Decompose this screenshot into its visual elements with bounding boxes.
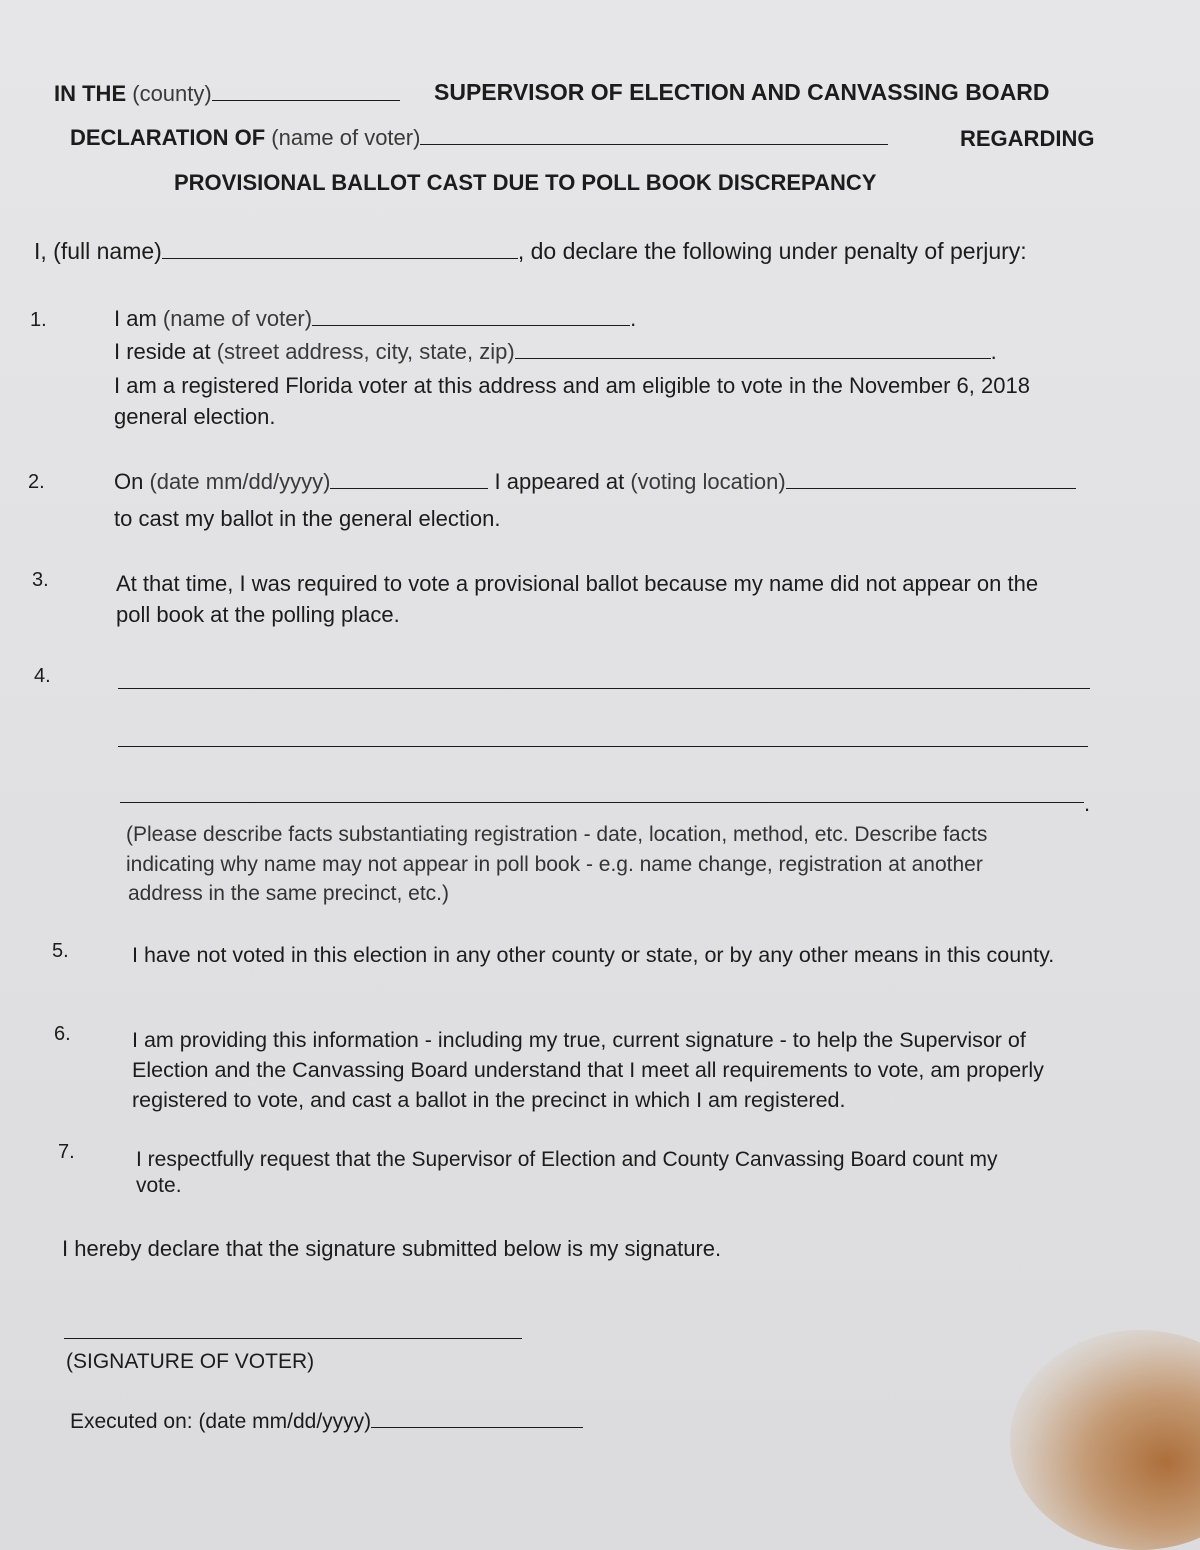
item-1-number: 1. [30, 309, 47, 331]
item-4-number: 4. [34, 665, 51, 687]
full-name-blank[interactable] [162, 240, 518, 259]
item-2-date-blank[interactable] [330, 470, 488, 489]
item-1-line-d: general election. [114, 404, 276, 429]
in-the-text: IN THE [54, 81, 127, 106]
executed-line [70, 1408, 583, 1436]
item-7-number: 7. [58, 1141, 75, 1163]
executed-date-hint: (date mm/dd/yyyy) [198, 1410, 372, 1433]
item-4-end: . [1084, 791, 1091, 816]
item-3-line-a: At that time, I was required to vote a provisional ballot because my name did not appear on the [116, 571, 1039, 596]
item-1-a-end: . [630, 306, 637, 331]
item-6-line-a: I am providing this information - including my true, current signature - to help the Supervisor of [132, 1028, 1026, 1052]
item-1-line-b [114, 338, 997, 366]
item-1-b-prefix: I reside at [114, 339, 211, 364]
item-4-note-line-2: indicating why name may not appear in poll book - e.g. name change, registration at another [126, 853, 983, 876]
intro-prefix: I, [34, 238, 47, 264]
item-7-line-a: I respectfully request that the Supervisor of Election and County Canvassing Board count my [136, 1148, 998, 1171]
executed-label: Executed on: [70, 1410, 193, 1433]
full-name-hint: (full name) [53, 238, 162, 264]
item-1-a-prefix: I am [114, 306, 157, 331]
executed-date-blank[interactable] [371, 1409, 583, 1428]
voter-hint: (name of voter) [271, 125, 421, 150]
declaration-of-text: DECLARATION OF [70, 125, 266, 150]
item-1-line-a [114, 305, 636, 333]
header-county-line [54, 80, 400, 108]
item-2-location-blank[interactable] [786, 470, 1076, 489]
item-1-b-end: . [990, 339, 997, 364]
item-2-line-b: to cast my ballot in the general election. [114, 506, 501, 531]
header-voter-blank[interactable] [420, 126, 888, 145]
item-4-note-line-1: (Please describe facts substantiating registration - date, location, method, etc. Describe facts [126, 823, 988, 846]
item-2-appeared: I appeared at [494, 469, 625, 494]
item-1-voter-blank[interactable] [312, 307, 630, 326]
signature-label: (SIGNATURE OF VOTER) [66, 1350, 315, 1373]
item-4-blank-2[interactable] [118, 746, 1088, 747]
intro-line [34, 237, 1027, 265]
item-6-number: 6. [54, 1023, 71, 1045]
item-1-voter-hint: (name of voter) [162, 306, 313, 331]
signature-declaration: I hereby declare that the signature submitted below is my signature. [62, 1236, 722, 1261]
item-1-address-blank[interactable] [515, 340, 991, 359]
item-6-line-b: Election and the Canvassing Board understand that I meet all requirements to vote, am properly [132, 1058, 1044, 1082]
item-7-line-b: vote. [136, 1174, 182, 1197]
form-subtitle: PROVISIONAL BALLOT CAST DUE TO POLL BOOK DISCREPANCY [174, 170, 877, 195]
item-6-line-c: registered to vote, and cast a ballot in the precinct in which I am registered. [132, 1088, 846, 1112]
regarding-text: REGARDING [960, 126, 1095, 151]
item-4-blank-3[interactable] [120, 802, 1084, 803]
item-4-blank-1[interactable] [118, 688, 1090, 689]
signature-blank[interactable] [64, 1338, 522, 1339]
item-5-text: I have not voted in this election in any other county or state, or by any other means in this county. [132, 943, 1055, 967]
board-title: SUPERVISOR OF ELECTION AND CANVASSING BOARD [434, 79, 1050, 105]
county-blank[interactable] [212, 82, 400, 101]
item-1-address-hint: (street address, city, state, zip) [216, 339, 515, 364]
intro-suffix: , do declare the following under penalty of perjury: [517, 238, 1027, 264]
paper-stain [1010, 1330, 1200, 1550]
item-2-location-hint: (voting location) [630, 469, 786, 494]
item-3-line-b: poll book at the polling place. [116, 602, 400, 627]
item-4-note-line-3: address in the same precinct, etc.) [128, 882, 449, 905]
item-1-line-c: I am a registered Florida voter at this address and am eligible to vote in the November 6, 2018 [114, 373, 1030, 398]
item-3-number: 3. [32, 569, 49, 591]
item-2-number: 2. [28, 471, 45, 493]
item-5-number: 5. [52, 940, 69, 962]
item-2-date-hint: (date mm/dd/yyyy) [149, 469, 331, 494]
item-2-line-a [114, 468, 1076, 496]
header-declaration-line [70, 124, 888, 152]
item-2-on: On [114, 469, 144, 494]
county-hint: (county) [132, 81, 212, 106]
